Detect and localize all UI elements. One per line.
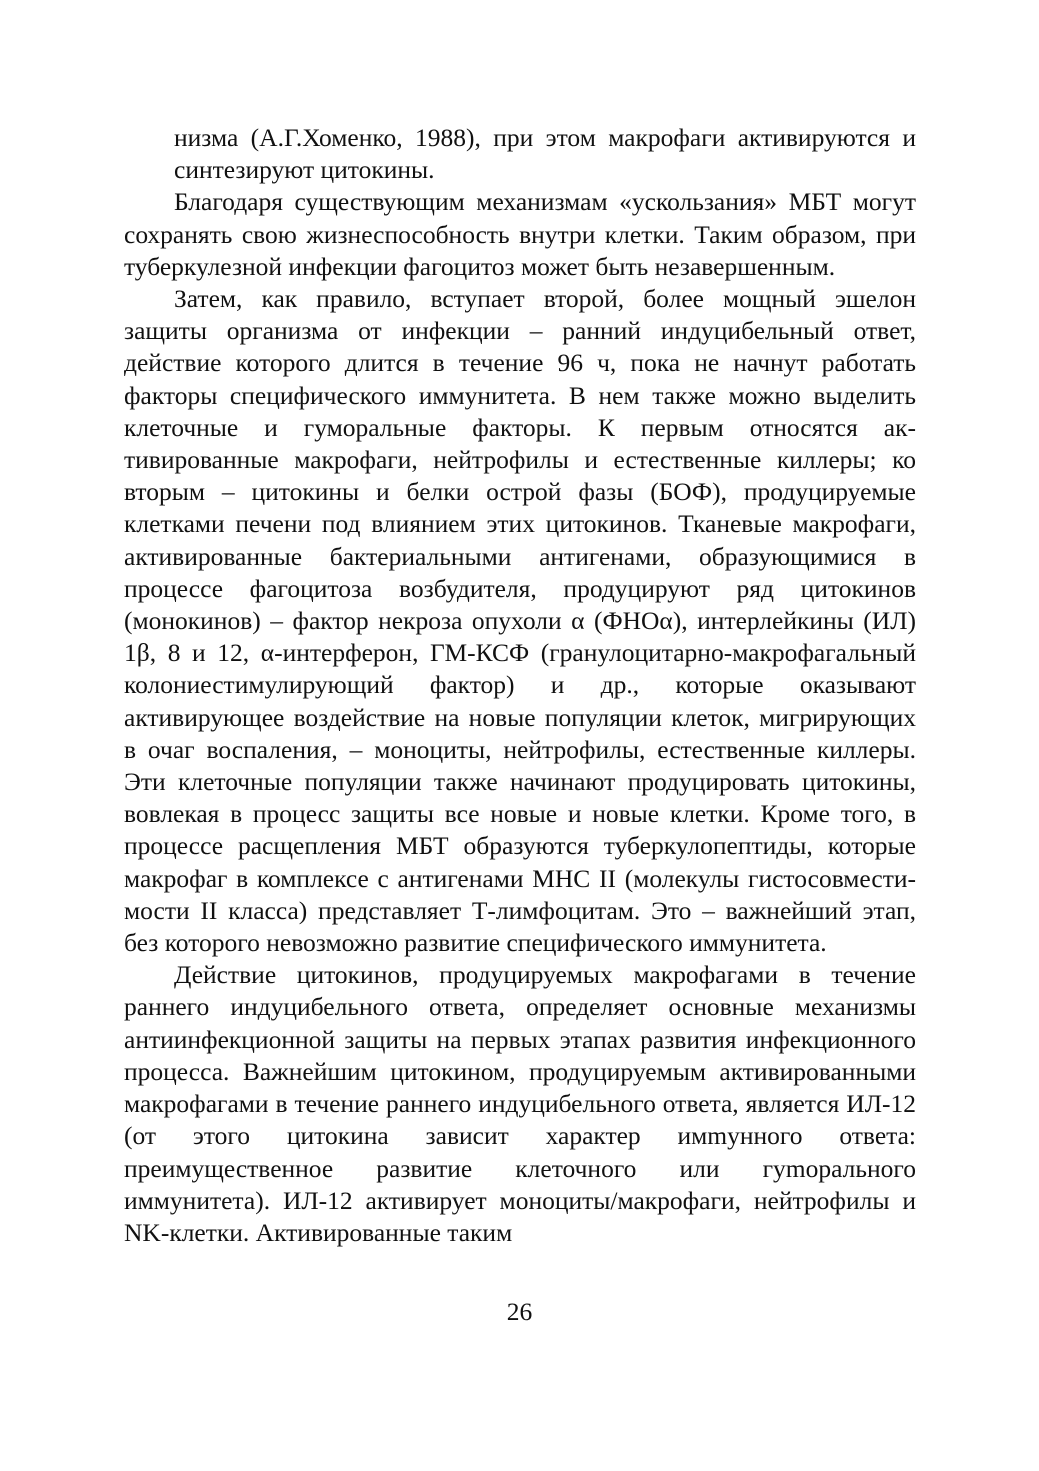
paragraph-3: Затем, как правило, вступает второй, более мощный эшелон защиты организма от инфекции – ранний индуцибельный ответ, действие которого длится в течение 96 ч, пока не начнут работать факторы специфического иммунитета. В нем также можно выделить клеточные и гуморальные факторы. К первым относятся активированные макрофаги, нейтрофилы и естественные киллеры; ко вторым – цитокины и белки острой фазы (БОФ), продуцируемые клетками печени под влиянием этих цитокинов. Тканевые макрофаги, активированные бактериальными антигенами, образующимися в процессе фагоцитоза возбудителя, продуцируют ряд цитокинов (монокинов) – фактор некроза опухоли α (ФНОα), интерлейкины (ИЛ) 1β, 8 и 12, α-интерферон, ГМ-КСФ (гранулоцитарно-макрофагальный колониестимулирующий фактор) и др., которые оказывают активирующее воздействие на новые популяции клеток, мигрирующих в очаг воспаления, – моноциты, нейтрофилы, естественные киллеры. Эти клеточные популяции также начинают продуцировать цитокины, вовлекая в процесс защиты все новые и новые клетки. Кроме того, в процессе расщепления МБТ образуются туберкулопептиды, которые макрофаг в комплексе с антигенами МНС II (молекулы гистосовместимости II класса) представляет Т-лимфоцитам. Это – важнейший этап, без которого невозможно развитие специфического иммунитета. — [124, 284, 916, 958]
page-body — [124, 122, 916, 1249]
paragraph-4: Действие цитокинов, продуцируемых макрофагами в течение раннего индуцибельного ответа, определяет основные механизмы антиинфекционной защиты на первых этапах развития инфекционного процесса. Важнейшим цитокином, продуцируемым активированными макрофагами в течение раннего индуцибельного ответа, является ИЛ-12 (от этого цитокина зависит характер имmунного ответа: преимущественное развитие клеточного или гуmорального иммунитета). ИЛ-12 активирует моноциты/макрофаги, нейтрофилы и NK-клетки. Активированные таким — [124, 960, 916, 1247]
page-number: 26 — [506, 1297, 533, 1326]
paragraph-1: низма (А.Г.Хоменко, 1988), при этом макрофаги активируются и синтезируют цитокины. — [174, 123, 916, 185]
paragraph-2: Благодаря существующим механизмам «ускользания» МБТ могут сохранять свою жизнеспособность внутри клетки. Таким образом, при туберкулезной инфекции фагоцитоз может быть незавершенным. — [124, 187, 916, 281]
